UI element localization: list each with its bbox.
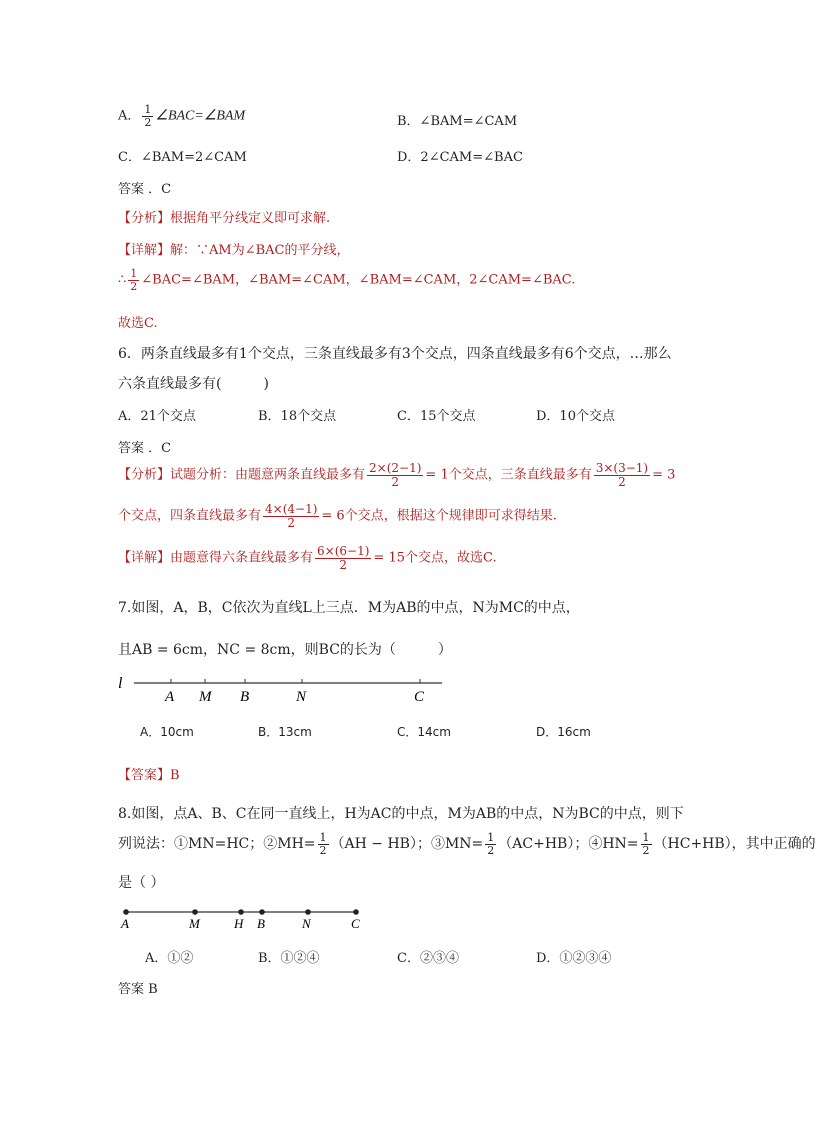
q8-half-fraction-1: $\frac{1}{2}$ <box>319 831 327 857</box>
q8-point-c-label: C <box>351 916 360 931</box>
q7-point-c-label: C <box>414 689 425 705</box>
q5-conclusion: 故选C. <box>118 316 158 331</box>
q8-point-b-label: B <box>257 916 265 931</box>
q6-option-d: D．10个交点 <box>536 409 615 424</box>
q8-point-n-label: N <box>302 916 311 931</box>
q5-answer: 答案 ．C <box>118 182 172 197</box>
q7-stem-line2: 且AB = 6cm，NC = 8cm，则BC的长为（ ） <box>118 642 452 658</box>
q6-option-c: C．15个交点 <box>397 409 476 424</box>
q5-option-d: D．2∠CAM=∠BAC <box>397 150 523 165</box>
q6-stem-line1: 6．两条直线最多有1个交点，三条直线最多有3个交点，四条直线最多有6个交点，…那么 <box>118 346 672 362</box>
q7-stem-line1: 7.如图，A，B，C依次为直线L上三点．M为AB的中点，N为MC的中点， <box>118 600 580 616</box>
q8-option-b: B．①②④ <box>258 951 320 966</box>
q8-answer: 答案 B <box>118 982 158 997</box>
q7-line-figure <box>112 670 452 706</box>
q6-fraction-3: $\frac{4\times(4-1)}{2}$ <box>265 502 318 530</box>
q7-option-a: A．10cm <box>140 725 194 739</box>
q8-point-m-label: M <box>189 916 200 931</box>
q7-answer: 【答案】B <box>118 768 180 783</box>
q7-point-n-label: N <box>296 689 307 705</box>
q8-point-b <box>259 909 265 915</box>
q8-stem-line1: 8.如图，点A、B、C在同一直线上，H为AC的中点，M为AB的中点，N为BC的中点，则下 <box>118 806 684 822</box>
q5-option-b: B．∠BAM=∠CAM <box>397 114 518 129</box>
q8-point-n <box>305 909 311 915</box>
q5-option-a: A． $\frac{1}{2}$ ∠BAC=∠BAM <box>118 103 246 129</box>
q5-analysis: 【分析】根据角平分线定义即可求解. <box>118 211 331 226</box>
q8-point-a <box>123 909 129 915</box>
q8-option-d: D．①②③④ <box>536 951 612 966</box>
q8-option-a: A．①② <box>145 951 194 966</box>
q8-point-h-label: H <box>234 916 244 931</box>
q5-option-a-fraction: $\frac{1}{2}$ <box>144 103 152 129</box>
q8-point-h <box>238 909 244 915</box>
q6-fraction-1: $\frac{2\times(2-1)}{2}$ <box>369 461 422 489</box>
q7-line-label: l <box>118 675 123 692</box>
q7-option-b: B．13cm <box>258 725 312 739</box>
q7-point-m-label: M <box>199 689 212 705</box>
q7-option-c: C．14cm <box>397 725 451 739</box>
q6-option-b: B．18个交点 <box>258 409 337 424</box>
q6-detail: 【详解】由题意得六条直线最多有 $\frac{6\times(6-1)}{2}$ = 15个交点，故选C. <box>118 544 497 572</box>
q7-point-b-label: B <box>240 689 250 705</box>
q8-point-m <box>192 909 198 915</box>
q6-stem-line2: 六条直线最多有( ) <box>118 376 269 392</box>
q8-half-fraction-3: $\frac{1}{2}$ <box>642 831 650 857</box>
q8-point-c <box>353 909 359 915</box>
q8-point-a-label: A <box>121 916 129 931</box>
q6-analysis-line1: 【分析】试题分析：由题意两条直线最多有 $\frac{2\times(2-1)}{2}$ = 1个交点，三条直线最多有 $\frac{3\times(3-1)}{2}$ = 3 <box>118 461 676 489</box>
q8-stem-line2: 列说法：①MN=HC；②MH= $\frac{1}{2}$ （AH − HB）；③MN= $\frac{1}{2}$ （AC+HB）；④HN= $\frac{1}{2}$ （HC+HB），其中正确的 <box>118 831 816 857</box>
q8-option-c: C．②③④ <box>397 951 459 966</box>
q7-point-a-label: A <box>165 689 175 705</box>
q6-fraction-2: $\frac{3\times(3-1)}{2}$ <box>595 461 649 489</box>
q6-fraction-4: $\frac{6\times(6-1)}{2}$ <box>317 544 370 572</box>
q6-option-a: A．21个交点 <box>118 409 196 424</box>
q5-option-c: C．∠BAM=2∠CAM <box>118 150 247 165</box>
q5-detail: 【详解】解：∵AM为∠BAC的平分线， <box>118 243 350 258</box>
q6-answer: 答案 ．C <box>118 441 172 456</box>
q5-half-fraction: $\frac{1}{2}$ <box>130 267 138 293</box>
q8-stem-line3: 是（ ） <box>118 875 165 891</box>
q5-therefore: ∴ $\frac{1}{2}$ ∠BAC=∠BAM，∠BAM=∠CAM，∠BAM=∠CAM，2∠CAM=∠BAC. <box>118 267 576 293</box>
q7-option-d: D．16cm <box>536 725 591 739</box>
q6-analysis-line2: 个交点，四条直线最多有 $\frac{4\times(4-1)}{2}$ = 6个交点，根据这个规律即可求得结果. <box>118 502 557 530</box>
q8-half-fraction-2: $\frac{1}{2}$ <box>487 831 495 857</box>
q8-line-figure <box>116 902 376 932</box>
